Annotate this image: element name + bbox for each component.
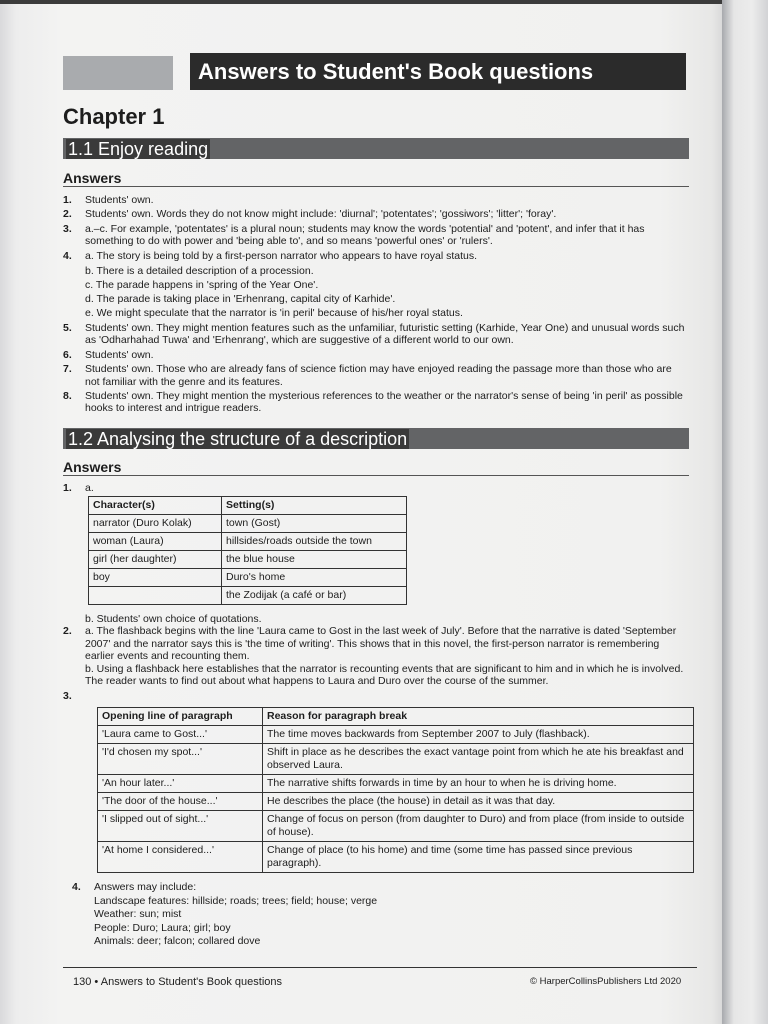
item-number: 2. (63, 208, 72, 221)
question-1b-and-2 (63, 613, 689, 703)
table-row (89, 515, 407, 533)
item-number: 4. (63, 249, 72, 262)
table-header-row (98, 708, 694, 726)
list-item (72, 881, 698, 895)
table-cell: the blue house (222, 551, 407, 569)
table-row (98, 842, 694, 873)
item-text: a. (85, 482, 94, 494)
list-item (63, 363, 689, 388)
table-cell: The narrative shifts forwards in time by an hour to when he is driving home. (263, 775, 694, 793)
item-number: 8. (63, 390, 72, 403)
table-cell: 'Laura came to Gost...' (98, 726, 263, 744)
item-number: 3. (63, 222, 72, 235)
section-heading-1-2 (63, 428, 689, 449)
item-text: a. The flashback begins with the line 'Laura came to Gost in the last week of July'. Before that the narrative is dated 'September 2007' and the narrator says this is 'the time of writing'. This shows that in this novel, the first-person narrator is remembering earlier events and recounting them. (85, 625, 677, 663)
list-item (63, 223, 689, 248)
list-item (63, 625, 689, 662)
section-title-1-1: 1.1 Enjoy reading (68, 139, 209, 159)
item-text: Students' own. (85, 348, 154, 361)
item-text: Students' own. (85, 194, 154, 206)
book-gutter (722, 0, 768, 1024)
list-item (63, 349, 689, 361)
item-number: 1. (63, 194, 72, 206)
item-subpart: e. We might speculate that the narrator is 'in peril' because of his/her royal status. (85, 307, 463, 320)
table-row (98, 726, 694, 744)
section-heading-1-1 (63, 138, 689, 159)
answers-heading-1: Answers (63, 170, 122, 186)
table-row (89, 533, 407, 551)
characters-settings-table (88, 496, 407, 605)
item-line: Landscape features: hillside; roads; trees; field; house; verge (94, 894, 378, 907)
column-header: Character(s) (89, 497, 222, 515)
item-number: 7. (63, 363, 72, 376)
table-cell: Change of place (to his home) and time (some time has passed since previous paragraph). (263, 842, 694, 873)
list-item (63, 208, 689, 220)
table-cell: Shift in place as he describes the exact vantage point from which he ate his breakfast and observed Laura. (263, 744, 694, 775)
table-row (98, 811, 694, 842)
footer-bullet: • (94, 976, 99, 988)
table-cell: 'The door of the house...' (98, 793, 263, 811)
table-cell: girl (her daughter) (89, 551, 222, 569)
question-4 (72, 881, 698, 949)
table-cell: The time moves backwards from September 2007 to July (flashback). (263, 726, 694, 744)
item-text: Students' own. Words they do not know might include: 'diurnal'; 'potentates'; 'gossiwors'; 'litter'; 'foray'. (85, 208, 557, 221)
table-cell: narrator (Duro Kolak) (89, 515, 222, 533)
table-cell: 'An hour later...' (98, 775, 263, 793)
table-header-row (89, 497, 407, 515)
column-header: Opening line of paragraph (98, 708, 263, 726)
list-item (63, 322, 689, 347)
table-cell: boy (89, 569, 222, 587)
item-subparts (85, 264, 689, 320)
copyright-notice: © HarperCollinsPublishers Ltd 2020 (530, 976, 682, 987)
table-cell: 'I slipped out of sight...' (98, 811, 263, 842)
list-item (63, 194, 689, 206)
question-1-label (63, 482, 689, 494)
table-row (98, 793, 694, 811)
table-row (98, 775, 694, 793)
item-text: Students' own. They might mention features such as the unfamiliar, futuristic setting (Karhide, Year One) and unusual words such as 'Odharhahad Tuwa' and 'Erhenrang', which are suggestive of a different world to our own. (85, 322, 685, 347)
table-cell: 'At home I considered...' (98, 842, 263, 873)
section1-answer-list (63, 194, 689, 415)
section-title-1-2: 1.2 Analysing the structure of a description (68, 429, 408, 449)
item-line: People: Duro; Laura; girl; boy (94, 921, 231, 934)
header-grey-block (63, 56, 173, 90)
item-number: 3. (63, 690, 72, 703)
item-text: Students' own. They might mention the mysterious references to the weather or the narrator's sense of being 'in peril' as possible hooks to interest and intrigue readers. (85, 390, 683, 415)
item-subpart: c. The parade happens in 'spring of the Year One'. (85, 279, 319, 292)
page-number: 130 (73, 976, 92, 988)
table-cell: 'I'd chosen my spot...' (98, 744, 263, 775)
book-page (0, 4, 730, 1024)
column-header: Setting(s) (222, 497, 407, 515)
footer-rule (63, 967, 697, 968)
table-cell: hillsides/roads outside the town (222, 533, 407, 551)
chapter-heading: Chapter 1 (63, 104, 165, 129)
list-item (63, 390, 689, 415)
paragraph-breaks-table (97, 707, 694, 873)
footer-label: Answers to Student's Book questions (100, 976, 282, 988)
answers-heading-2: Answers (63, 459, 122, 475)
table-cell: town (Gost) (222, 515, 407, 533)
item-line: Weather: sun; mist (94, 908, 182, 921)
page-title: Answers to Student's Book questions (190, 53, 686, 90)
table-row (98, 744, 694, 775)
footer-page-label (73, 976, 282, 988)
table-row (89, 569, 407, 587)
list-item (63, 690, 689, 702)
item-number: 6. (63, 348, 72, 361)
item-number: 1. (63, 482, 72, 494)
item-subpart: b. Using a flashback here establishes that the narrator is recounting events that are significant to him and in which he is involved. The reader wants to find out about what happens to Laura and Duro over the course of the summer. (85, 662, 684, 688)
item-text: a. The story is being told by a first-person narrator who appears to have royal status. (85, 249, 478, 262)
table-cell: the Zodijak (a café or bar) (222, 587, 407, 605)
item-text: a.–c. For example, 'potentates' is a plural noun; students may know the words 'potential' and 'potent', and infer that it has something to do with power and 'being able to', and so means 'powerful ones' or 'rulers'. (85, 222, 645, 248)
item-text: Answers may include: (94, 881, 197, 893)
list-item (63, 250, 689, 320)
table-cell (89, 587, 222, 605)
table-cell: woman (Laura) (89, 533, 222, 551)
item-line: Animals: deer; falcon; collared dove (94, 935, 261, 948)
item-subpart: b. Students' own choice of quotations. (85, 613, 262, 625)
table-cell: Duro's home (222, 569, 407, 587)
answers-rule-1 (63, 186, 689, 187)
item-number: 5. (63, 322, 72, 335)
table-row (89, 551, 407, 569)
item-number: 2. (63, 625, 72, 638)
table-cell: He describes the place (the house) in detail as it was that day. (263, 793, 694, 811)
item-text: Students' own. Those who are already fans of science fiction may have enjoyed reading the passage more than those who are not familiar with the genre and its features. (85, 363, 672, 388)
column-header: Reason for paragraph break (263, 708, 694, 726)
answers-rule-2 (63, 475, 689, 476)
item-subpart: b. There is a detailed description of a procession. (85, 265, 314, 278)
item-subpart: d. The parade is taking place in 'Erhenrang, capital city of Karhide'. (85, 293, 396, 306)
item-number: 4. (72, 881, 81, 893)
table-row (89, 587, 407, 605)
table-cell: Change of focus on person (from daughter to Duro) and from place (from inside to outside of house). (263, 811, 694, 842)
